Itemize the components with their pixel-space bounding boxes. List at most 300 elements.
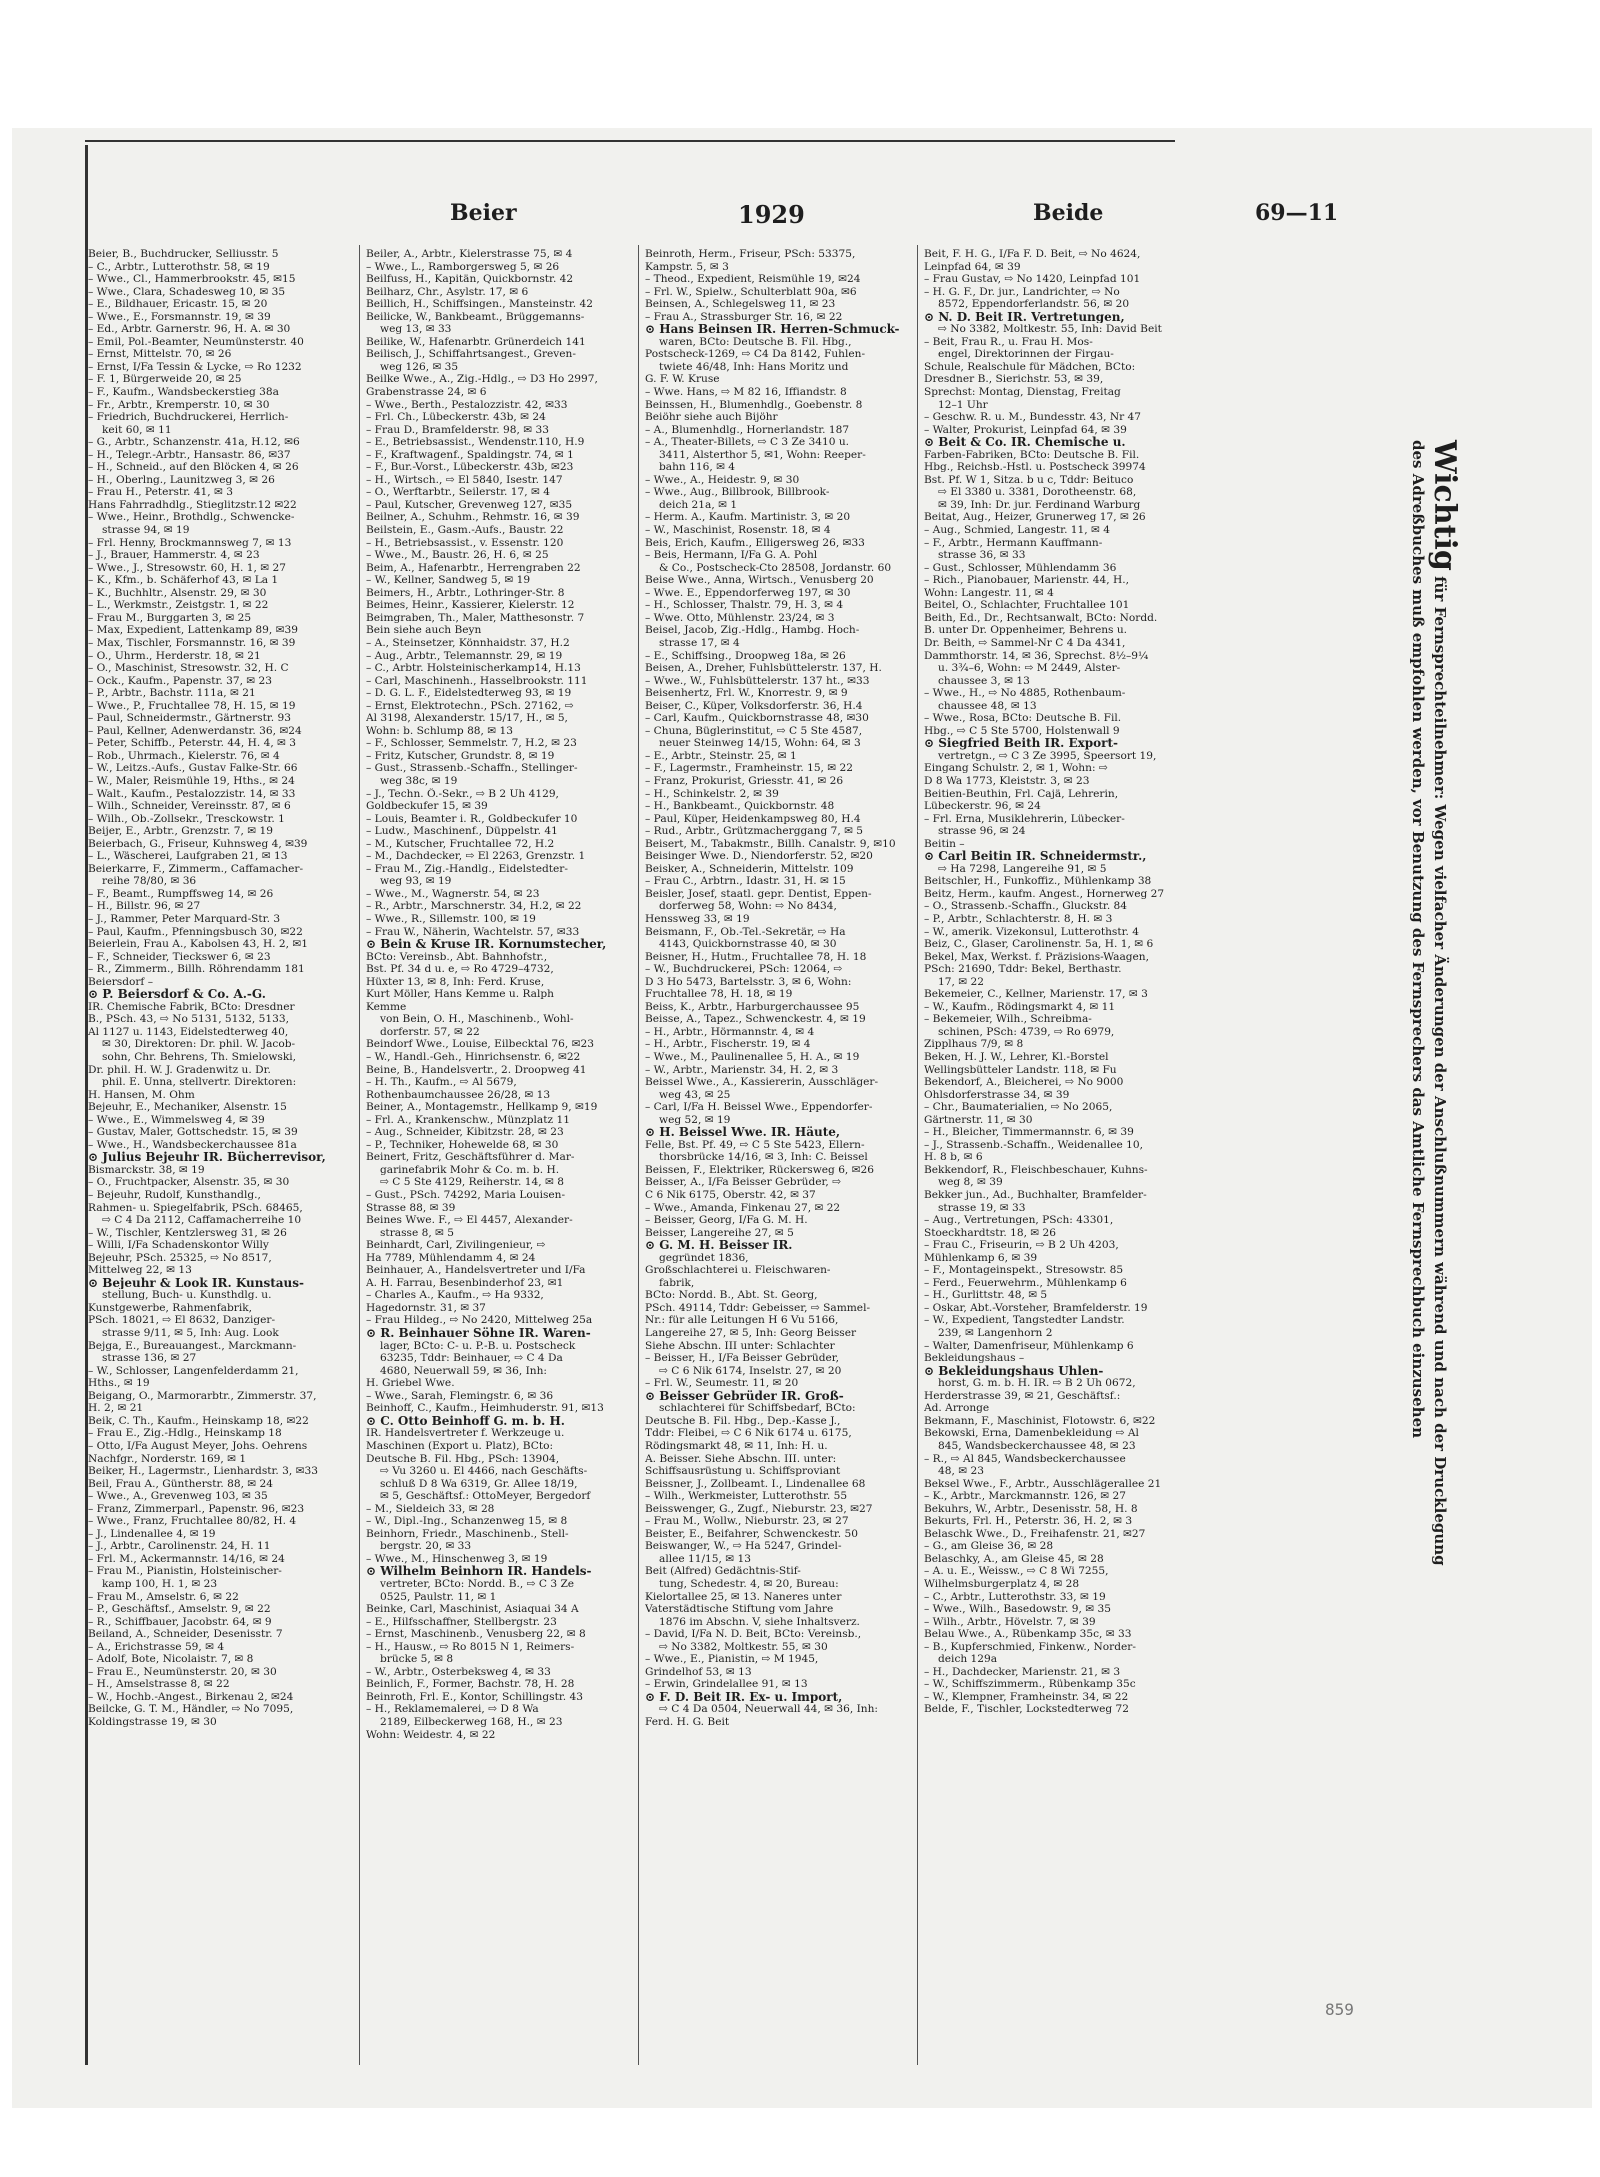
entry-line: Beigang, O., Marmorarbtr., Zimmerstr. 37,	[88, 1389, 317, 1402]
entry-line: – F., Lagermstr., Framheinstr. 15, ✉ 22	[645, 762, 854, 775]
entry-line: dorferweg 58, Wohn: ⇨ No 8434,	[659, 900, 837, 913]
entry-line: – Frau M., Zig.-Handlg., Eidelstedter-	[366, 862, 568, 875]
entry-line: keit 60, ✉ 11	[102, 423, 172, 436]
entry-line: strasse 17, ✉ 4	[659, 636, 740, 649]
entry-line: Beinhardt, Carl, Zivilingenieur, ⇨	[366, 1239, 546, 1252]
entry-line: – Wwe., M., Paulinenallee 5, H. A., ✉ 19	[645, 1051, 860, 1063]
entry-line: Beiker, H., Lagermstr., Lienhardstr. 3, ✉33	[88, 1465, 318, 1478]
entry-line: – W., Expedient, Tangstedter Landstr.	[924, 1314, 1125, 1327]
entry-line: – Frau D., Bramfelderstr. 98, ✉ 33	[366, 423, 549, 436]
entry-line: Herderstrasse 39, ✉ 21, Geschäftsf.:	[924, 1389, 1121, 1402]
entry-line: Dresdner B., Sierichstr. 53, ✉ 39,	[924, 373, 1104, 386]
entry-line: – A., Steinsetzer, Könnhaidstr. 37, H.2	[366, 636, 570, 649]
entry-line: Beisert, M., Tabakmstr., Billh. Canalstr. 9, ✉10	[645, 837, 896, 850]
entry-line: – Max, Tischler, Forsmannstr. 16, ✉ 39	[88, 636, 296, 649]
entry-line: – Wwe., W., Fuhlsbüttelerstr. 137 ht., ✉33	[645, 674, 870, 687]
entry-line: – H., Dachdecker, Marienstr. 21, ✉ 3	[924, 1665, 1121, 1678]
entry-line: Kielortallee 25, ✉ 13. Naneres unter	[645, 1590, 842, 1603]
entry-line: Beitin –	[924, 837, 965, 850]
entry-line: Bekleidungshaus –	[924, 1352, 1025, 1365]
entry-line: ⊙ C. Otto Beinhoff G. m. b. H.	[366, 1414, 565, 1428]
entry-line: 48, ✉ 23	[938, 1465, 984, 1478]
entry-line: weg 43, ✉ 25	[659, 1088, 731, 1101]
entry-line: Mittelweg 22, ✉ 13	[88, 1264, 192, 1277]
entry-line: – Frau E., Zig.-Hdlg., Heinskamp 18	[88, 1427, 282, 1440]
entry-line: ⇨ C 6 Nik 6174, Inselstr. 27, ✉ 20	[659, 1364, 842, 1377]
entry-line: Wohn: b. Schlump 88, ✉ 13	[366, 724, 514, 737]
entry-line: D 8 Wa 1773, Kleiststr. 3, ✉ 23	[924, 774, 1090, 787]
entry-line: strasse 19, ✉ 33	[938, 1201, 1026, 1214]
entry-line: Beisner, H., Hutm., Fruchtallee 78, H. 18	[645, 950, 867, 963]
entry-line: H. 2, ✉ 21	[88, 1402, 144, 1415]
entry-line: – P., Arbtr., Schlachterstr. 8, H. ✉ 3	[924, 912, 1113, 925]
entry-line: von Bein, O. H., Maschinenb., Wohl-	[380, 1013, 574, 1026]
entry-line: Beierbach, G., Friseur, Kuhnsweg 4, ✉39	[88, 837, 308, 850]
entry-line: – Gust., Schlosser, Mühlendamm 36	[924, 561, 1117, 574]
entry-line: Beis, Erich, Kaufm., Elligersweg 26, ✉33	[645, 536, 865, 549]
running-head-left: Beier	[450, 200, 517, 226]
entry-line: Beiser, C., Küper, Volksdorferstr. 36, H.4	[645, 699, 863, 712]
entry-line: Beierkarre, F., Zimmerm., Caffamacher-	[88, 862, 304, 875]
entry-line: – Frau A., Strassburger Str. 16, ✉ 22	[645, 310, 843, 323]
entry-line: ⊙ Bekleidungshaus Uhlen-	[924, 1364, 1104, 1378]
entry-line: phil. E. Unna, stellvertr. Direktoren:	[102, 1076, 297, 1089]
entry-line: Sprechst: Montag, Dienstag, Freitag	[924, 386, 1121, 399]
page-top-rule	[85, 140, 1175, 142]
entry-line: – Wilh., Werkmeister, Lutterothstr. 55	[645, 1490, 848, 1503]
entry-line: – W., Maschinist, Rosenstr. 18, ✉ 4	[645, 524, 831, 537]
entry-line: A. Beisser. Siehe Abschn. III. unter:	[645, 1452, 837, 1465]
entry-line: – Beisser, Georg, I/Fa G. M. H.	[645, 1214, 808, 1227]
entry-line: 1876 im Abschn. V, siehe Inhaltsverz.	[659, 1615, 860, 1628]
entry-line: ⊙ N. D. Beit IR. Vertretungen,	[924, 310, 1125, 324]
entry-line: Beillich, H., Schiffsingen., Mansteinstr. 42	[366, 298, 593, 311]
entry-line: – B., Kupferschmied, Finkenw., Norder-	[924, 1640, 1136, 1653]
entry-line: – Gust., PSch. 74292, Maria Louisen-	[366, 1189, 566, 1202]
entry-line: Bekel, Max, Werkst. f. Präzisions-Waagen,	[924, 950, 1150, 963]
entry-line: Nr.: für alle Leitungen H 6 Vu 5166,	[645, 1314, 839, 1327]
entry-line: – Wwe., Heinr., Brothdlg., Schwencke-	[88, 511, 295, 524]
entry-line: Beilke Wwe., A., Zig.-Hdlg., ⇨ D3 Ho 2997,	[366, 373, 598, 386]
entry-line: – J., Brauer, Hammerstr. 4, ✉ 23	[88, 549, 260, 562]
entry-line: – A., Blumenhdlg., Hornerlandstr. 187	[645, 423, 850, 436]
entry-line: Henssweg 33, ✉ 19	[645, 912, 750, 925]
entry-line: ⇨ C 5 Ste 4129, Reiherstr. 14, ✉ 8	[380, 1176, 564, 1189]
entry-line: – O., Fruchtpacker, Alsenstr. 35, ✉ 30	[88, 1176, 290, 1189]
entry-line: PSch: 21690, Tddr: Bekel, Berthastr.	[924, 963, 1122, 976]
entry-line: – Wwe., R., Sillemstr. 100, ✉ 19	[366, 912, 536, 925]
entry-line: IR. Handelsvertreter f. Werkzeuge u.	[366, 1427, 565, 1440]
entry-line: Beines Wwe. F., ⇨ El 4457, Alexander-	[366, 1214, 573, 1227]
entry-line: – H., Betriebsassist., v. Essenstr. 120	[366, 536, 564, 549]
entry-line: & Co., Postscheck-Cto 28508, Jordanstr. 60	[659, 561, 892, 574]
entry-line: – Wwe., A., Grevenweg 103, ✉ 35	[88, 1490, 268, 1503]
entry-line: Beinlich, F., Former, Bachstr. 78, H. 28	[366, 1678, 575, 1691]
entry-line: Beinhauer, A., Handelsvertreter und I/Fa	[366, 1264, 586, 1277]
entry-line: – F., Schneider, Tieckswег 6, ✉ 23	[88, 950, 271, 963]
entry-line: Belde, F., Tischler, Lockstedterweg 72	[924, 1703, 1130, 1716]
entry-line: – Frau C., Arbtrn., Idastr. 31, H. ✉ 15	[645, 875, 846, 888]
entry-line: – J., Strassenb.-Schaffn., Weidenallee 10,	[924, 1138, 1143, 1151]
entry-line: ⇨ C 4 Da 0504, Neuerwall 44, ✉ 36, Inh:	[659, 1703, 878, 1716]
entry-line: Beksel Wwe., F., Arbtr., Ausschlägerallee 21	[924, 1477, 1162, 1490]
entry-line: Rahmen- u. Spiegelfabrik, PSch. 68465,	[88, 1201, 303, 1214]
entry-line: – C., Arbtr. Holsteinischerkamp14, H.13	[366, 662, 581, 675]
entry-line: – Frau Gustav, ⇨ No 1420, Leinpfad 101	[924, 273, 1141, 286]
entry-line: ⇨ No 3382, Moltkestr. 55, Inh: David Beit	[938, 323, 1162, 336]
entry-line: Beise Wwe., Anna, Wirtsch., Venusberg 20	[645, 574, 874, 587]
entry-line: G. F. W. Kruse	[645, 373, 720, 386]
entry-line: Kampstr. 5, ✉ 3	[645, 260, 729, 273]
entry-line: ⇨ El 3380 u. 3381, Dorotheenstr. 68,	[938, 486, 1137, 499]
entry-line: u. 3¾–6, Wohn: ⇨ M 2449, Alster-	[938, 662, 1121, 675]
entry-line: – Wilh., Ob.-Zollsekr., Tresckowstr. 1	[88, 812, 285, 825]
entry-line: – H. Th., Kaufm., ⇨ Al 5679,	[366, 1076, 517, 1089]
entry-line: ⊙ Siegfried Beith IR. Export-	[924, 737, 1118, 750]
entry-line: C 6 Nik 6175, Oberstr. 42, ✉ 37	[645, 1189, 816, 1202]
entry-line: Großschlachterei u. Fleischwaren-	[645, 1264, 831, 1277]
entry-line: Hans Fahrradhdlg., Stieglitzstr.12 ✉22	[88, 498, 297, 511]
entry-line: Belau Wwe., A., Rübenkamp 35c, ✉ 33	[924, 1628, 1132, 1641]
entry-line: Hbg., ⇨ C 5 Ste 5700, Holstenwall 9	[924, 724, 1120, 737]
entry-line: Goldbeckufer 15, ✉ 39	[366, 800, 488, 813]
entry-line: – J., Arbtr., Carolinenstr. 24, H. 11	[88, 1540, 271, 1553]
entry-line: – F., Arbtr., Hermann Kauffmann-	[924, 536, 1103, 549]
entry-line: – K., Arbtr., Marckmannstr. 126, ✉ 27	[924, 1490, 1127, 1503]
entry-line: Beilfuss, H., Kapitän, Quickbornstr. 42	[366, 273, 574, 286]
entry-line: A. H. Farrau, Besenbinderhof 23, ✉1	[366, 1276, 564, 1289]
entry-line: – Paul, Schneidermstr., Gärtnerstr. 93	[88, 712, 291, 725]
entry-line: – W., Arbtr., Marienstr. 34, H. 2, ✉ 3	[645, 1063, 839, 1076]
entry-line: Felle, Bst. Pf. 49, ⇨ C 5 Ste 5423, Ellern-	[645, 1138, 865, 1151]
entry-line: – Wwe., E., Forsmannstr. 19, ✉ 39	[88, 310, 271, 323]
entry-line: – W., Arbtr., Osterbeksweg 4, ✉ 33	[366, 1665, 551, 1678]
entry-line: – Aug., Schmied, Langestr. 11, ✉ 4	[924, 524, 1111, 537]
entry-line: – Wwe., Sarah, Flemingstr. 6, ✉ 36	[366, 1389, 554, 1402]
entry-line: chaussee 3, ✉ 13	[938, 674, 1030, 687]
running-head-year: 1929	[738, 200, 805, 229]
entry-line: Farben-Fabriken, BCto: Deutsche B. Fil.	[924, 448, 1140, 461]
entry-line: Ohlsdorferstrasse 34, ✉ 39	[924, 1088, 1070, 1101]
entry-line: Beisse, A., Tapez., Schwenckestr. 4, ✉ 19	[645, 1013, 866, 1026]
entry-line: ⊙ H. Beissel Wwe. IR. Häute,	[645, 1126, 841, 1139]
entry-line: ✉ 5, Geschäftsf.: OttoMeyer, Bergedorf	[380, 1490, 591, 1503]
entry-line: Beilstein, E., Gasm.-Aufs., Baustr. 22	[366, 524, 564, 537]
entry-line: – Frl. Henny, Brockmannsweg 7, ✉ 13	[88, 536, 292, 549]
entry-line: Belaschk Wwe., D., Freihafenstr. 21, ✉27	[924, 1527, 1146, 1540]
entry-line: – Wwe., Clara, Schadesweg 10, ✉ 35	[88, 285, 286, 298]
entry-line: – Wwe., Rosa, BCto: Deutsche B. Fil.	[924, 712, 1122, 725]
entry-line: Beine, B., Handelsvertr., 2. Droopweg 41	[366, 1063, 587, 1076]
entry-line: Gärtnerstr. 11, ✉ 30	[924, 1113, 1033, 1126]
entry-line: – Wilh., Schneider, Vereinsstr. 87, ✉ 6	[88, 800, 291, 813]
entry-line: weg 13, ✉ 33	[380, 323, 452, 336]
entry-line: – H., Schinkelstr. 2, ✉ 39	[645, 787, 779, 800]
entry-line: – Paul, Kellner, Adenwerdanstr. 36, ✉24	[88, 724, 302, 737]
entry-line: – Wwe., E., Wimmelsweg 4, ✉ 39	[88, 1113, 265, 1126]
entry-line: Kurt Möller, Hans Kemme u. Ralph	[366, 988, 554, 1001]
entry-line: BCto: Vereinsb., Abt. Bahnhofstr.,	[366, 950, 548, 963]
entry-line: – Max, Expedient, Lattenkamp 89, ✉39	[88, 624, 299, 637]
entry-line: – Ernst, I/Fa Tessin & Lycke, ⇨ Ro 1232	[88, 360, 302, 373]
entry-line: Beilharz, Chr., Asylstr. 17, ✉ 6	[366, 285, 529, 298]
entry-line: Bekuhrs, W., Arbtr., Desenisstr. 58, H. 8	[924, 1502, 1138, 1515]
entry-line: Bekker jun., Ad., Buchhalter, Bramfelder-	[924, 1189, 1147, 1202]
entry-line: garinefabrik Mohr & Co. m. b. H.	[380, 1163, 560, 1176]
entry-line: – Gust., Strassenb.-Schaffn., Stellinger-	[366, 762, 578, 775]
entry-line: Bejeuhr, E., Mechaniker, Alsenstr. 15	[88, 1101, 287, 1114]
entry-line: – Aug., Vertretungen, PSch: 43301,	[924, 1214, 1114, 1227]
entry-line: 239, ✉ Langenhorn 2	[938, 1327, 1053, 1340]
entry-line: – Wwe. Otto, Mühlenstr. 23/24, ✉ 3	[645, 611, 835, 624]
entry-line: B., PSch. 43, ⇨ No 5131, 5132, 5133,	[88, 1013, 289, 1026]
entry-line: – Carl, Maschinenh., Hasselbrookstr. 111	[366, 674, 588, 687]
entry-line: H. 8 b, ✉ 6	[924, 1151, 983, 1164]
entry-line: Beister, E., Beifahrer, Schwenckestr. 50	[645, 1527, 858, 1540]
entry-line: strasse 8, ✉ 5	[380, 1226, 455, 1239]
entry-line: Kunstgewerbe, Rahmenfabrik,	[88, 1301, 253, 1314]
entry-line: – F., Kraftwagenf., Spaldingstr. 74, ✉ 1	[366, 448, 574, 461]
entry-line: Beisker, A., Schneiderin, Mittelstr. 109	[645, 862, 854, 875]
entry-line: Beier, B., Buchdrucker, Selliusstr. 5	[88, 248, 279, 260]
entry-line: – W., Dipl.-Ing., Schanzenweg 15, ✉ 8	[366, 1515, 568, 1528]
entry-line: Beisinger Wwe. D., Niendorferstr. 52, ✉20	[645, 850, 873, 863]
entry-line: – Aug., Arbtr., Telemannstr. 29, ✉ 19	[366, 649, 563, 662]
entry-line: Al 1127 u. 1143, Eidelstedterweg 40,	[88, 1025, 289, 1038]
entry-line: Deutsche B. Fil. Hbg., Dep.-Kasse J.,	[645, 1414, 841, 1427]
entry-line: thorsbrücke 14/16, ✉ 3, Inh: C. Beissel	[659, 1151, 868, 1164]
entry-line: Beil, Frau A., Güntherstr. 88, ✉ 24	[88, 1477, 274, 1490]
entry-line: Beit, F. H. G., I/Fa F. D. Beit, ⇨ No 4624,	[924, 248, 1141, 260]
entry-line: lager, BCto: C- u. P.-B. u. Postscheck	[380, 1339, 576, 1352]
entry-line: – A., Erichstrasse 59, ✉ 4	[88, 1640, 225, 1653]
entry-line: 17, ✉ 22	[938, 975, 984, 988]
entry-line: dorferstr. 57, ✉ 22	[380, 1025, 480, 1038]
entry-line: Belaschky, A., am Gleise 45, ✉ 28	[924, 1552, 1104, 1565]
entry-line: – E., Arbtr., Steinstr. 25, ✉ 1	[645, 749, 797, 762]
entry-line: Dr. phil. H. W. J. Gradenwitz u. Dr.	[88, 1063, 271, 1076]
column-divider	[638, 245, 639, 2065]
entry-line: Eingang Schulstr. 2, ✉ 1, Wohn: ⇨	[924, 762, 1108, 775]
entry-line: – M., Dachdecker, ⇨ El 2263, Grenzstr. 1	[366, 850, 586, 863]
entry-line: Beimes, Heinr., Kassierer, Kielerstr. 12	[366, 599, 575, 612]
entry-line: – Friedrich, Buchdruckerei, Herrlich-	[88, 411, 289, 424]
entry-line: – Frl. Erna, Musiklehrerin, Lübecker-	[924, 812, 1125, 825]
entry-line: – A. u. E., Weissw., ⇨ C 8 Wi 7255,	[924, 1565, 1109, 1578]
entry-line: – Wilh., Arbtr., Hövelstr. 7, ✉ 39	[924, 1615, 1096, 1628]
entry-line: chaussee 48, ✉ 13	[938, 699, 1037, 712]
entry-line: Beisen, A., Dreher, Fuhlsbüttelerstr. 137, H.	[645, 662, 882, 675]
entry-line: – H., Billstr. 96, ✉ 27	[88, 900, 201, 913]
entry-line: Beiswanger, W., ⇨ Ha 5247, Grindel-	[645, 1540, 842, 1553]
entry-line: 4680, Neuerwall 59, ✉ 36, Inh:	[380, 1364, 547, 1377]
entry-line: – Frau M., Amselstr. 6, ✉ 22	[88, 1590, 239, 1603]
entry-line: weg 8, ✉ 39	[938, 1176, 1003, 1189]
entry-line: 8572, Eppendorferlandstr. 56, ✉ 20	[938, 298, 1130, 311]
entry-line: – R., Arbtr., Marschnerstr. 34, H.2, ✉ 22	[366, 900, 582, 913]
entry-line: Beisenhertz, Frl. W., Knorrestr. 9, ✉ 9	[645, 687, 848, 700]
entry-line: Beimgraben, Th., Maler, Matthesonstr. 7	[366, 611, 585, 624]
entry-line: ⊙ Bejeuhr & Look IR. Kunstaus-	[88, 1276, 304, 1290]
entry-line: – Geschw. R. u. M., Bundesstr. 43, Nr 47	[924, 411, 1141, 424]
entry-line: – Walt., Kaufm., Pestalozzistr. 14, ✉ 33	[88, 787, 296, 800]
entry-line: – W., Leitzs.-Aufs., Gustav Falke-Str. 66	[88, 762, 298, 775]
entry-line: Strasse 88, ✉ 39	[366, 1201, 456, 1214]
entry-line: Beinroth, Frl. E., Kontor, Schillingstr. 43	[366, 1690, 583, 1703]
entry-line: Beiler, A., Arbtr., Kielerstrasse 75, ✉ 4	[366, 248, 573, 260]
entry-line: Beiersdorf –	[88, 975, 154, 988]
entry-line: – Wwe., Aug., Billbrook, Billbrook-	[645, 486, 830, 499]
entry-line: Beken, H. J. W., Lehrer, Kl.-Borstel	[924, 1051, 1109, 1063]
entry-line: – G., Arbtr., Schanzenstr. 41a, H.12, ✉6	[88, 436, 300, 449]
entry-line: – Wwe. Hans, ⇨ M 82 16, Iffiandstr. 8	[645, 386, 847, 399]
entry-line: schluß D 8 Wa 6319, Gr. Allee 18/19,	[380, 1477, 578, 1490]
entry-line: – J., Techn. Ö.-Sekr., ⇨ B 2 Uh 4129,	[366, 787, 559, 800]
entry-line: – Wwe., A., Heidestr. 9, ✉ 30	[645, 473, 800, 486]
entry-line: – W., Tischler, Kentzlersweg 31, ✉ 26	[88, 1226, 287, 1239]
entry-line: – Paul, Küper, Heidenkampsweg 80, H.4	[645, 812, 861, 825]
entry-line: – H., Amselstrasse 8, ✉ 22	[88, 1678, 230, 1691]
entry-line: – H., Wirtsch., ⇨ El 5840, Isestr. 147	[366, 473, 563, 486]
entry-line: Beitz, Herm., kaufm. Angest., Hornerweg 27	[924, 887, 1165, 900]
entry-line: – Frau Hildeg., ⇨ No 2420, Mittelweg 25a	[366, 1314, 593, 1327]
entry-line: – Chuna, Büglerinstitut, ⇨ C 5 Ste 4587,	[645, 724, 863, 737]
column-divider	[917, 245, 918, 2065]
entry-line: Bst. Pf. W 1, Sitza. b u c, Tddr: Beituco	[924, 473, 1134, 486]
entry-line: – Ernst, Maschinenb., Venusberg 22, ✉ 8	[366, 1628, 586, 1641]
entry-line: – Frau M., Burggarten 3, ✉ 25	[88, 611, 252, 624]
entry-line: – Ernst, Mittelstr. 70, ✉ 26	[88, 348, 232, 361]
entry-line: Beith, Ed., Dr., Rechtsanwalt, BCto: Nordd.	[924, 611, 1158, 624]
entry-line: strasse 9/11, ✉ 5, Inh: Aug. Look	[102, 1327, 279, 1340]
entry-line: strasse 96, ✉ 24	[938, 825, 1026, 838]
entry-line: Beitel, O., Schlachter, Fruchtallee 101	[924, 599, 1130, 612]
entry-line: ⊙ F. D. Beit IR. Ex- u. Import,	[645, 1690, 843, 1704]
entry-line: – Peter, Schiffb., Peterstr. 44, H. 4, ✉ 3	[88, 737, 297, 750]
entry-line: – H., Oberlng., Launitzweg 3, ✉ 26	[88, 473, 275, 486]
entry-line: Beitschler, H., Funkoffiz., Mühlenkamp 38	[924, 875, 1152, 888]
entry-line: ⊙ Hans Beinsen IR. Herren-Schmuck-	[645, 323, 900, 336]
entry-line: schinen, PSch: 4739, ⇨ Ro 6979,	[938, 1025, 1115, 1038]
entry-line: – Louis, Beamter i. R., Goldbeckufer 10	[366, 812, 578, 825]
entry-line: – Theod., Expedient, Reismühle 19, ✉24	[645, 273, 861, 286]
entry-line: – Ludw., Maschinenf., Düppelstr. 41	[366, 825, 558, 838]
entry-line: reihe 78/80, ✉ 36	[102, 875, 197, 888]
entry-line: – Erwin, Grindelallee 91, ✉ 13	[645, 1678, 808, 1691]
entry-line: – E., Hilfsschaffner, Stellbergstr. 23	[366, 1615, 557, 1628]
entry-line: Nachfgr., Norderstr. 169, ✉ 1	[88, 1452, 247, 1465]
entry-line: – F., Beamt., Rumpffsweg 14, ✉ 26	[88, 887, 274, 900]
entry-line: Beilicke, W., Bankbeamt., Brüggemanns-	[366, 310, 585, 323]
entry-line: – Wwe., M., Hinschenweg 3, ✉ 19	[366, 1552, 548, 1565]
entry-line: – W., Schiffszimmerm., Rübenkamp 35c	[924, 1678, 1136, 1691]
entry-line: – Rich., Pianobauer, Marienstr. 44, H.,	[924, 574, 1129, 587]
entry-line: – O., Strassenb.-Schaffn., Gluckstr. 84	[924, 900, 1128, 913]
entry-line: Beimers, H., Arbtr., Lothringer-Str. 8	[366, 586, 565, 599]
entry-line: Postscheck-1269, ⇨ C4 Da 8142, Fuhlen-	[645, 348, 866, 361]
directory-column-4	[924, 248, 1192, 2058]
directory-column-3	[645, 248, 913, 2058]
running-head-right: Beide	[1033, 200, 1104, 226]
entry-line: – W., Kellner, Sandweg 5, ✉ 19	[366, 574, 531, 587]
entry-line: Beinke, Carl, Maschinist, Asiaquai 34 A	[366, 1603, 579, 1616]
entry-line: Bekemeier, C., Kellner, Marienstr. 17, ✉ 3	[924, 988, 1148, 1001]
column-divider	[359, 245, 360, 2065]
entry-line: – Wwe., H., Wandsbeckerchaussee 81a	[88, 1138, 297, 1151]
entry-line: Beiss, K., Arbtr., Harburgerchaussee 95	[645, 1000, 860, 1013]
entry-line: Beisser, A., I/Fa Beisser Gebrüder, ⇨	[645, 1176, 842, 1189]
entry-line: deich 129a	[938, 1653, 998, 1666]
entry-line: 4143, Quickbornstrasse 40, ✉ 30	[659, 938, 837, 951]
entry-line: – W., Klempner, Framheinstr. 34, ✉ 22	[924, 1690, 1129, 1703]
entry-line: – Chr., Baumaterialien, ⇨ No 2065,	[924, 1101, 1113, 1114]
entry-line: D 3 Ho 5473, Bartelsstr. 3, ✉ 6, Wohn:	[645, 975, 852, 988]
entry-line: Rothenbaumchaussee 26/28, ✉ 13	[366, 1088, 551, 1101]
entry-line: – W., Hochb.-Angest., Birkenau 2, ✉24	[88, 1690, 294, 1703]
entry-line: – H., Hausw., ⇨ Ro 8015 N 1, Reimers-	[366, 1640, 575, 1653]
entry-line: Schiffsausrüstung u. Schiffsproviant	[645, 1465, 841, 1478]
entry-line: Beisler, Josef, staatl. gepr. Dentist, Eppen-	[645, 887, 872, 900]
entry-line: – Wwe., Franz, Fruchtallee 80/82, H. 4	[88, 1515, 297, 1528]
entry-line: ⊙ Julius Bejeuhr IR. Bücherrevisor,	[88, 1151, 326, 1164]
entry-line: – O., Maschinist, Stresowstr. 32, H. C	[88, 662, 289, 675]
entry-line: – Ferd., Feuerwehrm., Mühlenkamp 6	[924, 1276, 1127, 1289]
directory-column-1	[88, 248, 356, 2058]
page-stamp: 859	[1325, 2000, 1354, 2019]
entry-line: – Franz, Zimmerparl., Papenstr. 96, ✉23	[88, 1502, 305, 1515]
entry-line: – Bekemeier, Wilh., Schreibma-	[924, 1013, 1092, 1026]
entry-line: 12–1 Uhr	[938, 398, 988, 411]
entry-line: Kemme	[366, 1000, 407, 1013]
entry-line: ⊙ Bein & Kruse IR. Kornumstecher,	[366, 938, 607, 951]
entry-line: – P., Arbtr., Bachstr. 111a, ✉ 21	[88, 687, 256, 700]
entry-line: – M., Kutscher, Fruchtallee 72, H.2	[366, 837, 555, 850]
entry-line: Ferd. H. G. Beit	[645, 1715, 730, 1728]
entry-line: ⇨ C 4 Da 2112, Caffamacherreihe 10	[102, 1214, 302, 1227]
entry-line: – Frau H., Peterstr. 41, ✉ 3	[88, 486, 233, 499]
entry-line: – R., Schiffbauer, Jacobstr. 64, ✉ 9	[88, 1615, 272, 1628]
entry-line: – O., Uhrm., Herderstr. 18, ✉ 21	[88, 649, 261, 662]
entry-line: Leinpfad 64, ✉ 39	[924, 260, 1021, 273]
entry-line: strasse 36, ✉ 33	[938, 549, 1026, 562]
entry-line: – Wwe., Amanda, Finkenau 27, ✉ 22	[645, 1201, 841, 1214]
entry-line: Bein siehe auch Beyn	[366, 624, 482, 637]
entry-line: – Frau M., Pianistin, Holsteinischer-	[88, 1565, 282, 1578]
entry-line: ⊙ Beit & Co. IR. Chemische u.	[924, 436, 1126, 449]
entry-line: Beitat, Aug., Heizer, Grunerweg 17, ✉ 26	[924, 511, 1146, 524]
entry-line: – Otto, I/Fa August Meyer, Johs. Oehrens	[88, 1439, 308, 1452]
entry-line: – Beit, Frau R., u. Frau H. Mos-	[924, 335, 1093, 348]
entry-line: – Wwe., M., Wagnerstr. 54, ✉ 23	[366, 887, 540, 900]
entry-line: vertreter, BCto: Nordd. B., ⇨ C 3 Ze	[380, 1577, 575, 1590]
entry-line: Siehe Abschn. III unter: Schlachter	[645, 1339, 835, 1352]
entry-line: – D. G. L. F., Eidelstedterweg 93, ✉ 19	[366, 687, 572, 700]
entry-line: – J., Rammer, Peter Marquard-Str. 3	[88, 912, 281, 925]
entry-line: Zipplhaus 7/9, ✉ 8	[924, 1038, 1024, 1051]
page-number: 69—11	[1255, 200, 1339, 226]
entry-line: – Wwe., Wilh., Basedowstr. 9, ✉ 35	[924, 1603, 1111, 1616]
entry-line: – C., Arbtr., Lutterothstr. 33, ✉ 19	[924, 1590, 1106, 1603]
entry-line: – F., Kaufm., Wandsbeckerstieg 38a	[88, 386, 279, 399]
entry-line: ⊙ P. Beiersdorf & Co. A.-G.	[88, 988, 266, 1001]
entry-line: Dammthorstr. 14, ✉ 36, Sprechst. 8½–9¼	[924, 649, 1149, 662]
entry-line: – R., Zimmerm., Billh. Röhrendamm 181	[88, 963, 305, 976]
entry-line: – H., Schneid., auf den Blöcken 4, ✉ 26	[88, 461, 299, 474]
entry-line: Beiöhr siehe auch Bijöhr	[645, 411, 778, 424]
entry-line: – Frau W., Näherin, Wachtelstr. 57, ✉33	[366, 925, 580, 938]
entry-line: – H., Schlosser, Thalstr. 79, H. 3, ✉ 4	[645, 599, 844, 612]
entry-line: 63235, Tddr: Beinhauer, ⇨ C 4 Da	[380, 1352, 563, 1365]
